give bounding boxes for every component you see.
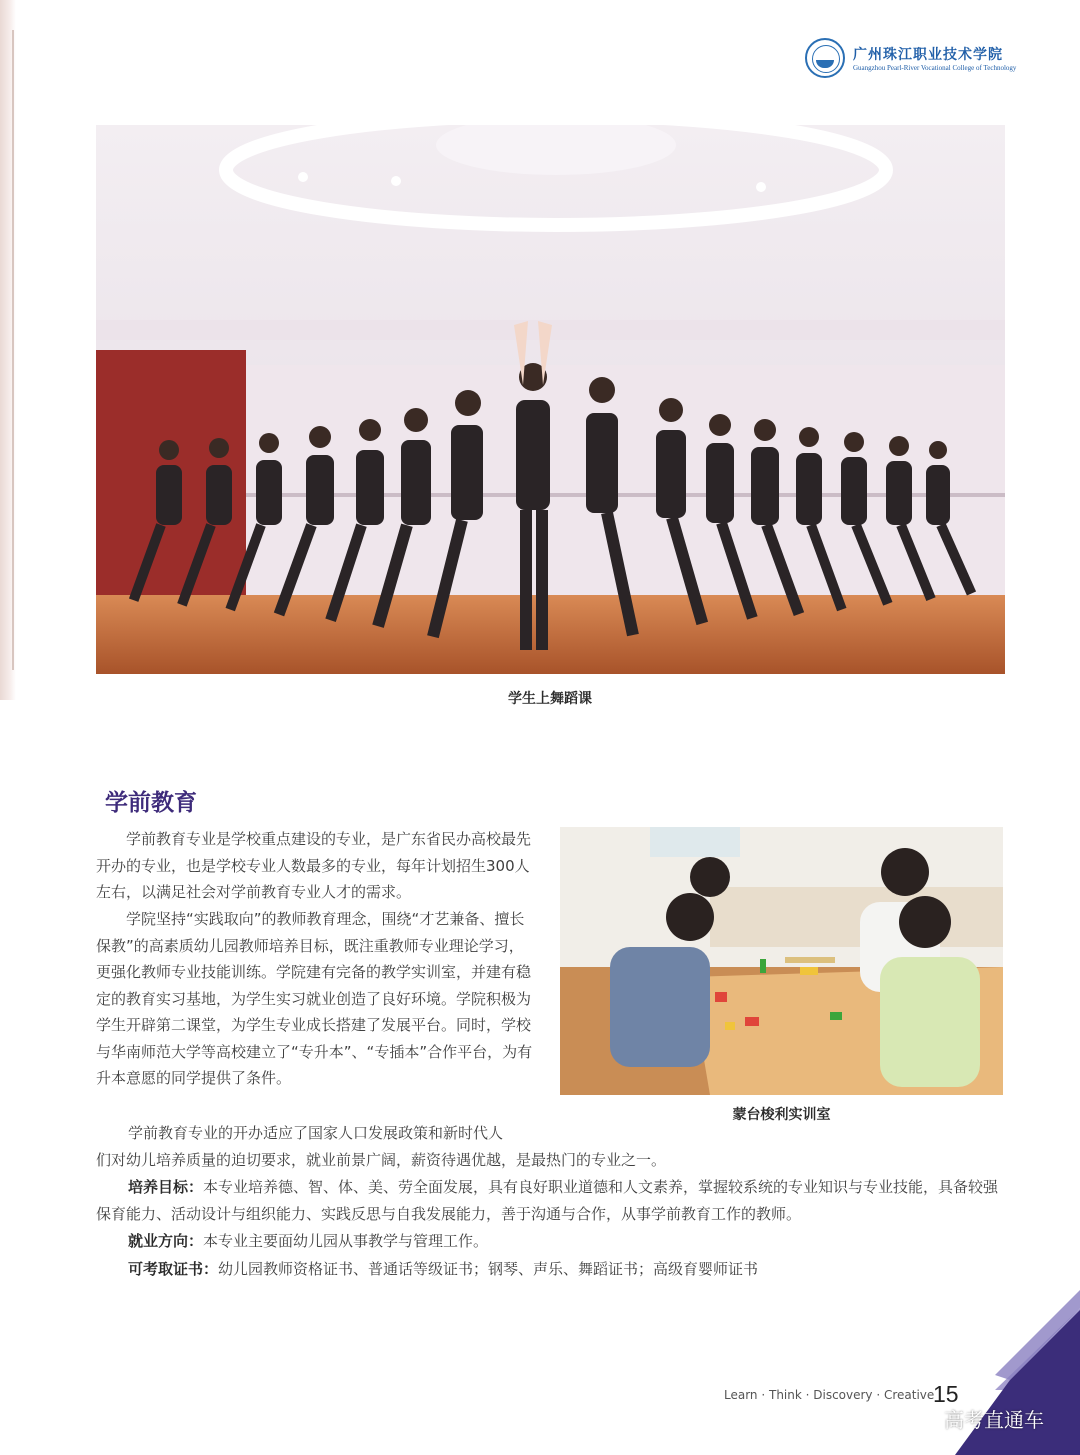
training-goal (96, 1174, 1008, 1227)
montessori-photo-caption: 蒙台梭利实训室 (732, 1107, 831, 1123)
logo-chinese-name: 广州珠江职业技术学院 (853, 47, 1003, 63)
intro-paragraph: 学前教育专业是学校重点建设的专业，是广东省民办高校最先开办的专业，也是学校专业人数最多的专业，每年计划招生300人左右，以满足社会对学前教育专业人才的需求。 (96, 830, 532, 901)
philosophy-paragraph: 学院坚持“实践取向”的教师教育理念，围绕“才艺兼备、擅长保教”的高素质幼儿园教师培养目标，既注重教师专业理论学习，更强化教师专业技能训练。学院建有完备的教学实训室，并建有稳定的教育实习基地，为学生实习就业创造了良好环境。学院积极为学生开辟第二课堂，为学生专业成长搭建了发展平台。同时，学校与华南师范大学等高校建立了“专升本”、“专插本”合作平台，为有升本意愿的同学提供了条件。 (96, 910, 533, 1087)
career-prospect-paragraph (96, 1120, 1016, 1173)
training-goal-text: 本专业培养德、智、体、美、劳全面发展，具有良好职业道德和人文素养，掌握较系统的专业知识与专业技能，具备较强保育能力、活动设计与组织能力、实践反思与自我发展能力，善于沟通与合作，从事学前教育工作的教师。 (96, 1178, 999, 1223)
dance-class-photo (96, 125, 1005, 674)
career-direction-text: 本专业主要面幼儿园从事教学与管理工作。 (203, 1232, 489, 1250)
certificates (96, 1256, 1008, 1283)
watermark: 高考直通车 (944, 1408, 1044, 1432)
college-seal-icon (805, 38, 845, 78)
dance-photo-caption: 学生上舞蹈课 (508, 691, 592, 707)
career-prospect-line-1: 学前教育专业的开办适应了国家人口发展政策和新时代人 (128, 1124, 504, 1142)
montessori-room-photo (560, 827, 1003, 1095)
page-number: 15 (933, 1381, 959, 1407)
logo-english-name: Guangzhou Pearl-River Vocational College of Technology (853, 64, 1017, 72)
footer-slogan: Learn · Think · Discovery · Creative (724, 1388, 935, 1402)
career-direction-label: 就业方向： (128, 1232, 204, 1250)
training-goal-label: 培养目标： (128, 1178, 204, 1196)
page-edge-line (12, 30, 14, 670)
career-prospect-line-2: 们对幼儿培养质量的迫切要求，就业前景广阔，薪资待遇优越，是最热门的专业之一。 (96, 1150, 667, 1169)
career-direction (96, 1228, 1008, 1255)
section-title: 学前教育 (105, 790, 197, 816)
certificates-text: 幼儿园教师资格证书、普通话等级证书；钢琴、声乐、舞蹈证书；高级育婴师证书 (218, 1260, 759, 1278)
certificates-label: 可考取证书： (128, 1260, 219, 1278)
college-logo (805, 38, 1017, 82)
page-edge-decoration (0, 0, 16, 700)
